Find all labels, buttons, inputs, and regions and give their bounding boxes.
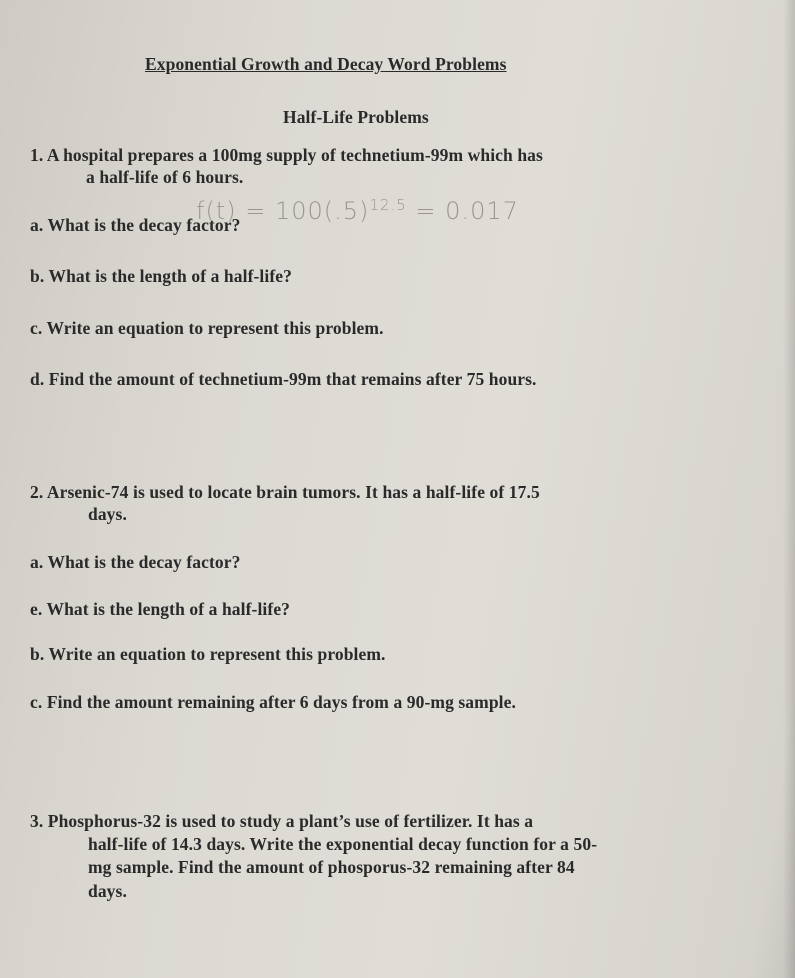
worksheet-title: Exponential Growth and Decay Word Problems (145, 54, 507, 74)
handwritten-answer: $f(t) = 100(.5)^{12.5} = 0.017$ (196, 196, 519, 225)
problem-3-line-1: 3. Phosphorus-32 is used to study a plant’s use of fertilizer. It has a (30, 811, 534, 831)
problem-3-line-4: days. (88, 881, 127, 901)
problem-2-question-c: c. Find the amount remaining after 6 days from a 90-mg sample. (30, 692, 516, 712)
problem-1-line-1: 1. A hospital prepares a 100mg supply of technetium-99m which has (30, 145, 543, 165)
problem-2-line-1: 2. Arsenic-74 is used to locate brain tumors. It has a half-life of 17.5 (30, 482, 540, 502)
problem-1-question-d: d. Find the amount of technetium-99m that remains after 75 hours. (30, 369, 537, 389)
problem-2-question-a: a. What is the decay factor? (30, 552, 241, 572)
paper-edge-shadow (783, 0, 795, 978)
problem-3-line-3: mg sample. Find the amount of phosporus-32 remaining after 84 (88, 857, 575, 877)
problem-1-line-2: a half-life of 6 hours. (86, 167, 244, 187)
problem-1-question-c: c. Write an equation to represent this problem. (30, 318, 384, 338)
problem-1-question-b: b. What is the length of a half-life? (30, 266, 292, 286)
problem-2-question-e: e. What is the length of a half-life? (30, 599, 291, 619)
problem-2-question-b: b. Write an equation to represent this problem. (30, 644, 386, 664)
section-heading: Half-Life Problems (283, 107, 429, 127)
problem-3-line-2: half-life of 14.3 days. Write the exponential decay function for a 50- (88, 834, 598, 854)
problem-2-line-2: days. (88, 504, 127, 524)
problem-1-question-a: a. What is the decay factor? (30, 215, 241, 235)
